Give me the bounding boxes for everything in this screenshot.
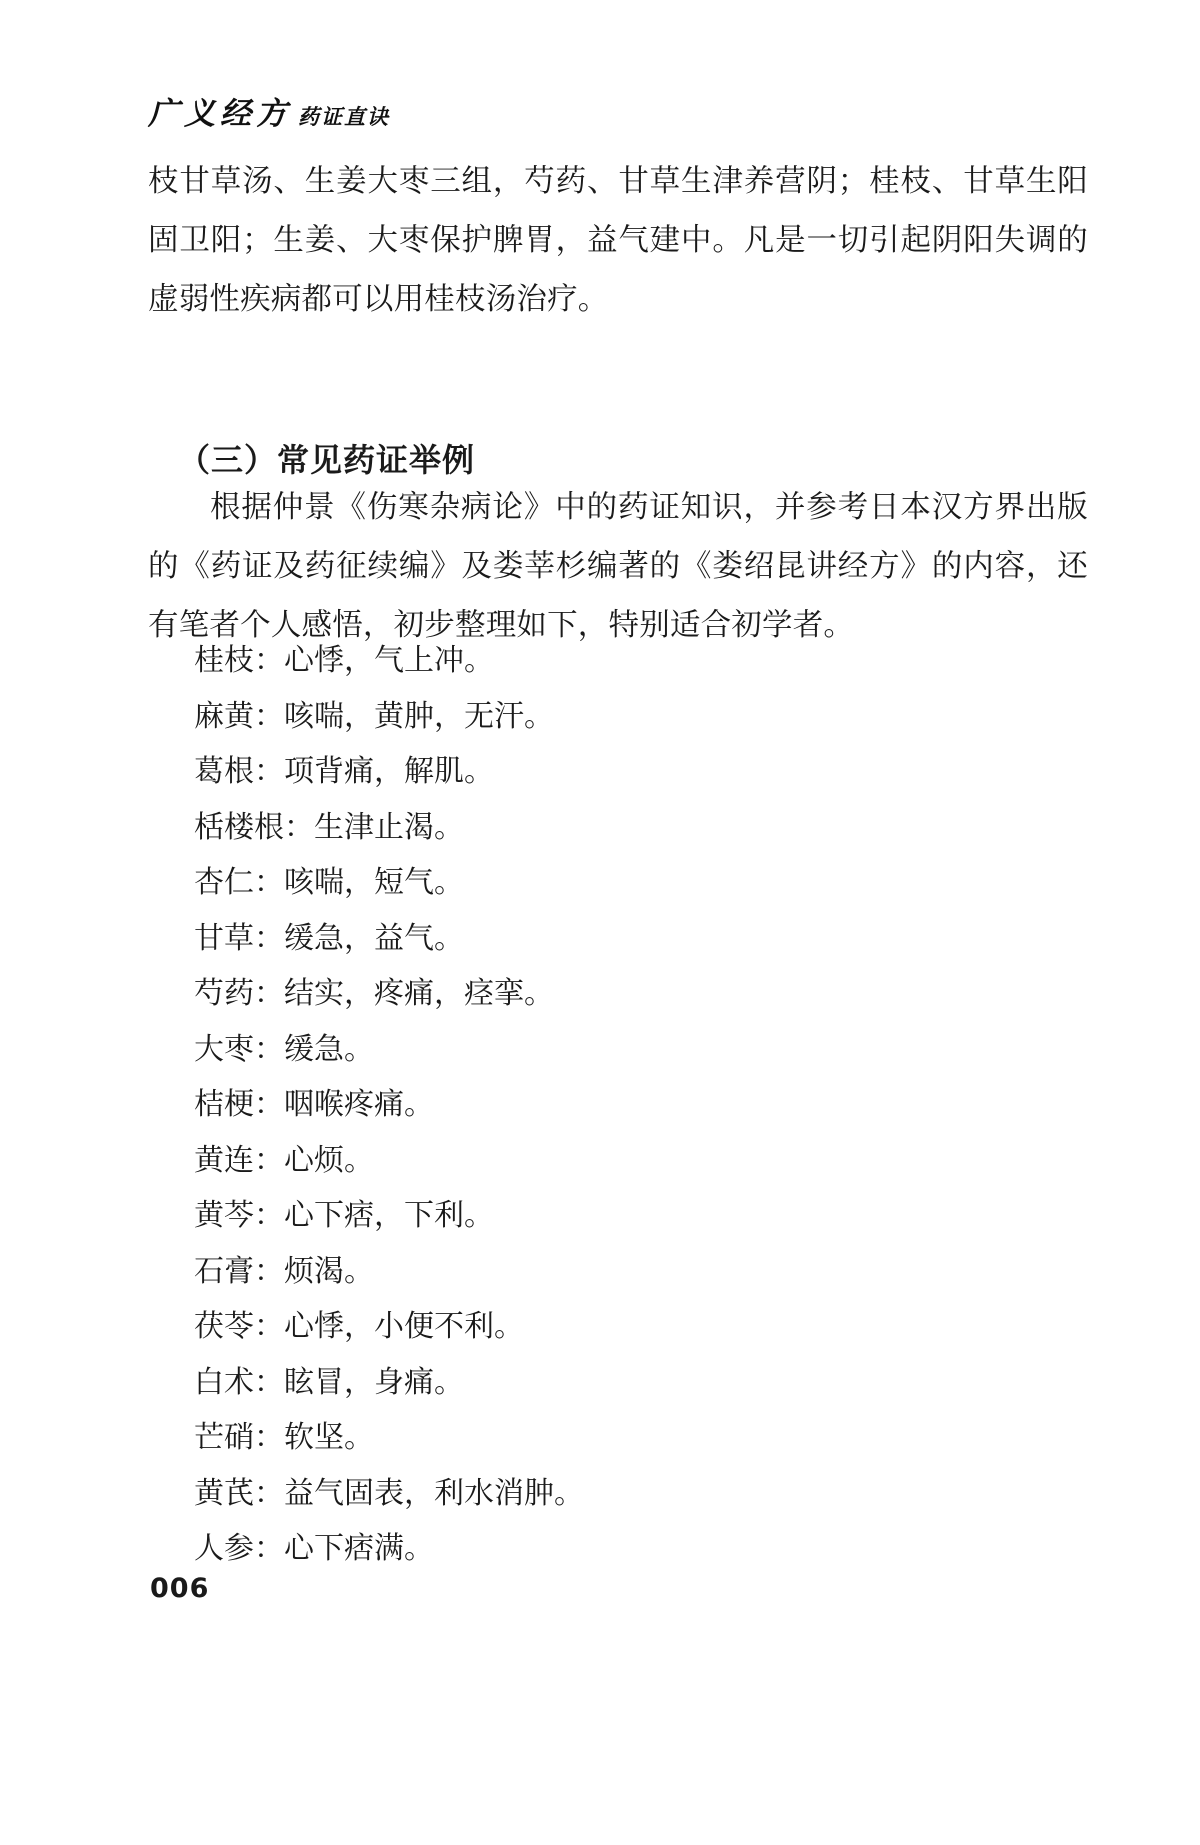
list-item: 茯苓：心悸，小便不利。 [194,1310,524,1343]
list-item: 桂枝：心悸，气上冲。 [194,644,494,677]
second-paragraph-block [148,478,1088,655]
list-item: 葛根：项背痛，解肌。 [194,755,494,788]
list-item: 石膏：烦渴。 [194,1254,374,1288]
list-item: 甘草：缓急，益气。 [194,921,464,955]
section-heading: （三）常见药证举例 [178,441,476,478]
list-item: 白术：眩冒，身痛。 [194,1365,464,1399]
book-title: 广义经方 [148,96,292,132]
list-item: 黄芪：益气固表，利水消肿。 [194,1476,584,1510]
running-head [148,88,390,133]
list-item: 黄连：心烦。 [194,1143,374,1177]
paragraph-1: 枝甘草汤、生姜大枣三组，芍药、甘草生津养营阴；桂枝、甘草生阳固卫阳；生姜、大枣保护脾胃，益气建中。凡是一切引起阴阳失调的虚弱性疾病都可以用桂枝汤治疗。 [148,164,1088,316]
list-item: 栝楼根：生津止渴。 [194,810,464,844]
list-item: 桔梗：咽喉疼痛。 [194,1088,434,1121]
list-item: 人参：心下痞满。 [194,1532,434,1565]
book-subtitle: 药证直诀 [298,104,390,129]
herb-indication-list [148,633,1088,1577]
page-number: 006 [150,1573,210,1604]
list-item: 黄芩：心下痞，下利。 [194,1199,494,1232]
list-item: 芒硝：软坚。 [194,1421,374,1454]
list-item: 杏仁：咳喘，短气。 [194,866,464,899]
paragraph-2: 根据仲景《伤寒杂病论》中的药证知识，并参考日本汉方界出版的《药证及药征续编》及娄莘杉编著的《娄绍昆讲经方》的内容，还有笔者个人感悟，初步整理如下，特别适合初学者。 [148,490,1088,642]
list-item: 大枣：缓急。 [194,1032,374,1066]
list-item: 麻黄：咳喘，黄肿，无汗。 [194,699,554,733]
intro-paragraph-block [148,152,1088,329]
list-item: 芍药：结实，疼痛，痉挛。 [194,977,554,1010]
